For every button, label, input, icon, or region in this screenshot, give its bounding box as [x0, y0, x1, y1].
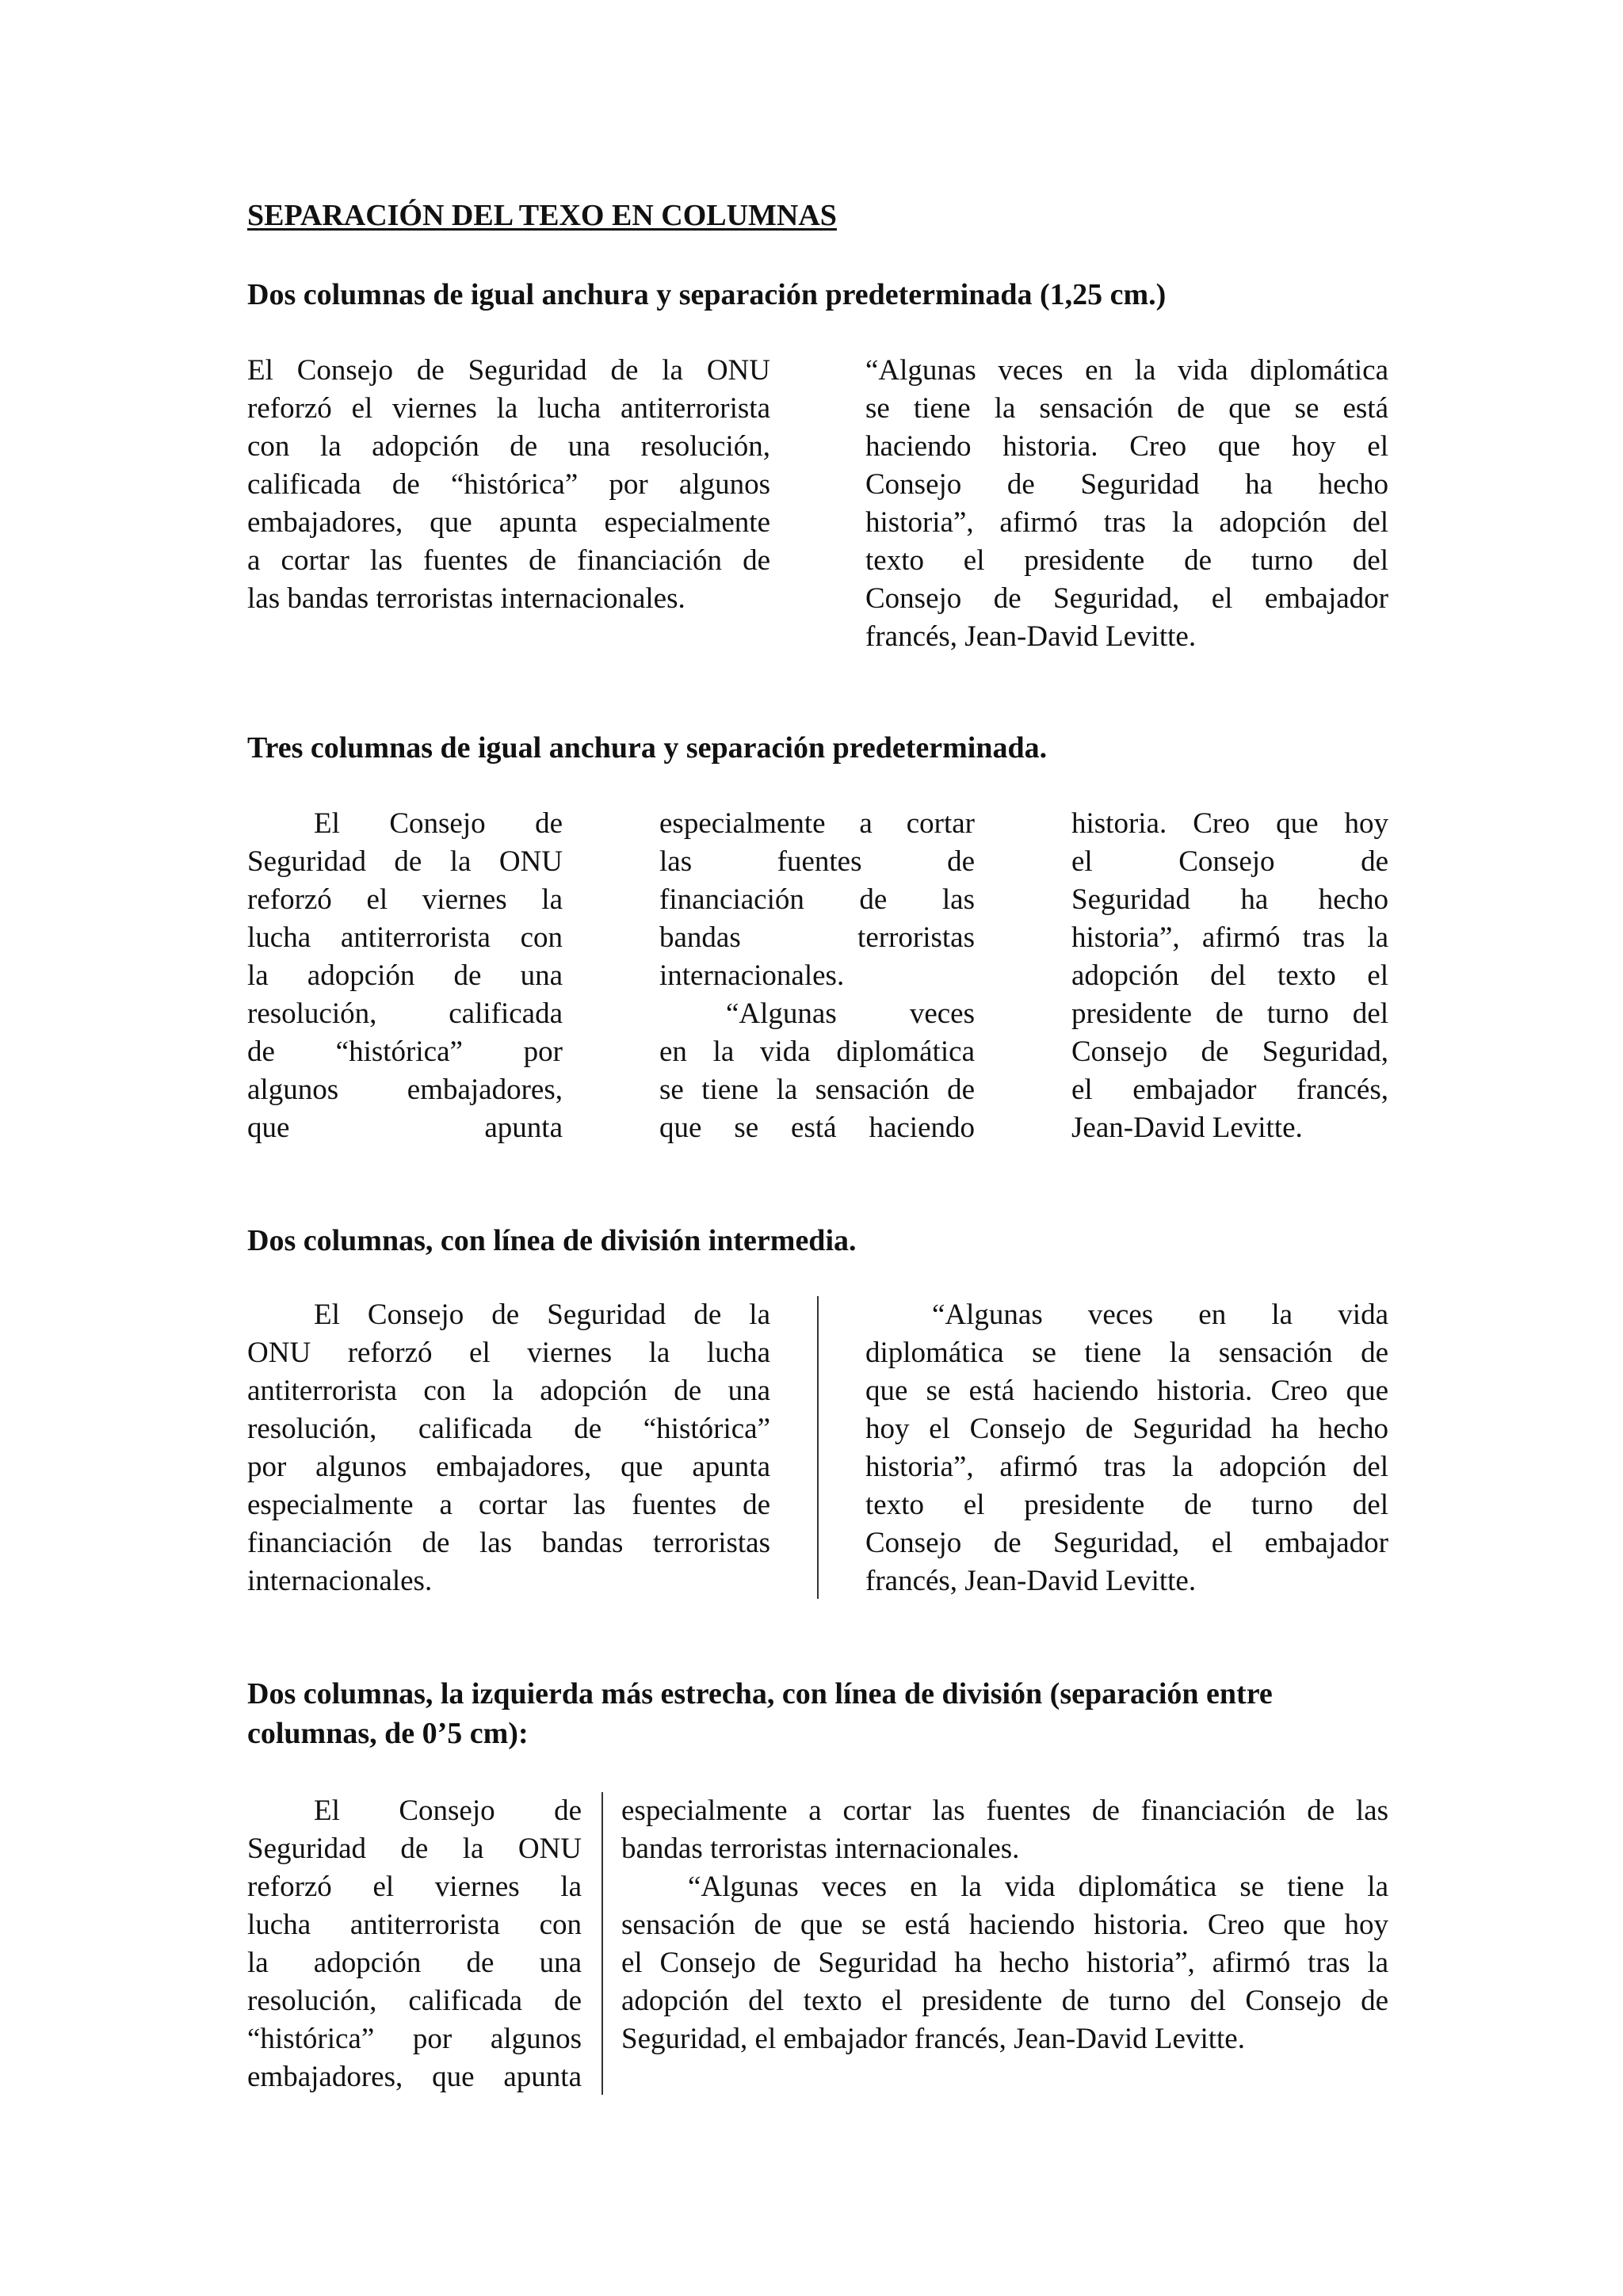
- text-line: a cortar las fuentes de financiación de: [247, 544, 770, 577]
- text-line: ONU reforzó el viernes la lucha: [247, 1337, 770, 1369]
- text-line: diplomática se tiene la sensación de: [865, 1337, 1388, 1369]
- text-line: las fuentes de: [659, 845, 975, 878]
- text-line: se tiene la sensación de: [659, 1074, 975, 1106]
- text-line: francés, Jean-David Levitte.: [865, 1565, 1197, 1597]
- column-divider-line: [817, 1296, 819, 1599]
- text-line: el Consejo de: [1071, 845, 1388, 878]
- text-line: que apunta: [247, 1112, 563, 1144]
- section-1-column-right: [865, 352, 1388, 656]
- text-line: en la vida diplomática: [659, 1035, 975, 1068]
- text-line: haciendo historia. Creo que hoy el: [865, 430, 1388, 463]
- text-line: presidente de turno del: [1071, 997, 1388, 1030]
- text-line: sensación de que se está haciendo historia. Creo que hoy: [621, 1909, 1388, 1941]
- section-3-column-left: [247, 1296, 770, 1600]
- text-line: especialmente a cortar: [659, 807, 975, 840]
- text-line: que se está haciendo historia. Creo que: [865, 1375, 1388, 1407]
- text-line: algunos embajadores,: [247, 1074, 563, 1106]
- text-line: Jean-David Levitte.: [1071, 1112, 1303, 1144]
- text-line: Seguridad ha hecho: [1071, 883, 1388, 916]
- text-line: hoy el Consejo de Seguridad ha hecho: [865, 1413, 1388, 1445]
- text-line: El Consejo de: [314, 807, 563, 840]
- text-line: se tiene la sensación de que se está: [865, 392, 1388, 425]
- text-line: “Algunas veces: [726, 997, 975, 1030]
- text-line: historia”, afirmó tras la adopción del: [865, 1451, 1388, 1483]
- text-line: Consejo de Seguridad, el embajador: [865, 1527, 1388, 1559]
- section-4-heading-line-1: Dos columnas, la izquierda más estrecha, con línea de división (separación entre: [247, 1677, 1273, 1711]
- text-line: resolución, calificada de “histórica”: [247, 1413, 770, 1445]
- section-1-column-left: [247, 352, 770, 618]
- text-line: Seguridad, el embajador francés, Jean-David Levitte.: [621, 2023, 1245, 2055]
- text-line: embajadores, que apunta especialmente: [247, 506, 770, 539]
- text-line: historia. Creo que hoy: [1071, 807, 1388, 840]
- text-line: francés, Jean-David Levitte.: [865, 620, 1197, 653]
- text-line: antiterrorista con la adopción de una: [247, 1375, 770, 1407]
- text-line: internacionales.: [247, 1565, 433, 1597]
- text-line: bandas terroristas: [659, 921, 975, 954]
- text-line: el Consejo de Seguridad ha hecho historia”, afirmó tras la: [621, 1947, 1388, 1979]
- text-line: por algunos embajadores, que apunta: [247, 1451, 770, 1483]
- section-3-heading: Dos columnas, con línea de división intermedia.: [247, 1224, 857, 1257]
- text-line: las bandas terroristas internacionales.: [247, 582, 685, 615]
- text-line: Consejo de Seguridad, el embajador: [865, 582, 1388, 615]
- text-line: texto el presidente de turno del: [865, 1489, 1388, 1521]
- text-line: especialmente a cortar las fuentes de financiación de las: [621, 1794, 1388, 1827]
- section-3-column-right: [865, 1296, 1388, 1600]
- text-line: historia”, afirmó tras la: [1071, 921, 1388, 954]
- text-line: financiación de las: [659, 883, 975, 916]
- text-line: Seguridad de la ONU: [247, 845, 563, 878]
- text-line: El Consejo de Seguridad de la: [314, 1299, 770, 1331]
- text-line: “Algunas veces en la vida: [932, 1299, 1388, 1331]
- text-line: adopción del texto el presidente de turno del Consejo de: [621, 1985, 1388, 2017]
- text-line: resolución, calificada: [247, 997, 563, 1030]
- text-line: lucha antiterrorista con: [247, 921, 563, 954]
- text-line: el embajador francés,: [1071, 1074, 1388, 1106]
- section-2-column-3: [1071, 805, 1388, 1147]
- text-line: internacionales.: [659, 959, 845, 992]
- text-line: “Algunas veces en la vida diplomática: [865, 354, 1388, 387]
- text-line: reforzó el viernes la lucha antiterrorista: [247, 392, 770, 425]
- text-line: calificada de “histórica” por algunos: [247, 468, 770, 501]
- section-4-column-left: [247, 1792, 582, 2096]
- text-line: Consejo de Seguridad,: [1071, 1035, 1388, 1068]
- text-line: “histórica” por algunos: [247, 2023, 582, 2055]
- text-line: que se está haciendo: [659, 1112, 975, 1144]
- text-line: “Algunas veces en la vida diplomática se tiene la: [688, 1871, 1388, 1903]
- section-2-column-2: [659, 805, 975, 1147]
- page-title: SEPARACIÓN DEL TEXO EN COLUMNAS: [247, 199, 837, 232]
- text-line: resolución, calificada de: [247, 1985, 582, 2017]
- text-line: con la adopción de una resolución,: [247, 430, 770, 463]
- section-2-column-1: [247, 805, 563, 1147]
- text-line: la adopción de una: [247, 1947, 582, 1979]
- text-line: Consejo de Seguridad ha hecho: [865, 468, 1388, 501]
- text-line: bandas terroristas internacionales.: [621, 1833, 1020, 1865]
- text-line: reforzó el viernes la: [247, 1871, 582, 1903]
- text-line: especialmente a cortar las fuentes de: [247, 1489, 770, 1521]
- text-line: Seguridad de la ONU: [247, 1833, 582, 1865]
- text-line: texto el presidente de turno del: [865, 544, 1388, 577]
- text-line: embajadores, que apunta: [247, 2061, 582, 2093]
- section-4-heading-line-2: columnas, de 0’5 cm):: [247, 1717, 529, 1750]
- text-line: historia”, afirmó tras la adopción del: [865, 506, 1388, 539]
- text-line: reforzó el viernes la: [247, 883, 563, 916]
- column-divider-line: [601, 1792, 603, 2095]
- text-line: adopción del texto el: [1071, 959, 1388, 992]
- text-line: El Consejo de Seguridad de la ONU: [247, 354, 770, 387]
- section-2-heading: Tres columnas de igual anchura y separación predeterminada.: [247, 731, 1048, 765]
- text-line: financiación de las bandas terroristas: [247, 1527, 770, 1559]
- text-line: la adopción de una: [247, 959, 563, 992]
- section-1-heading: Dos columnas de igual anchura y separación predeterminada (1,25 cm.): [247, 278, 1167, 311]
- text-line: lucha antiterrorista con: [247, 1909, 582, 1941]
- text-line: de “histórica” por: [247, 1035, 563, 1068]
- text-line: El Consejo de: [314, 1794, 582, 1827]
- section-4-column-right: [621, 1792, 1388, 2058]
